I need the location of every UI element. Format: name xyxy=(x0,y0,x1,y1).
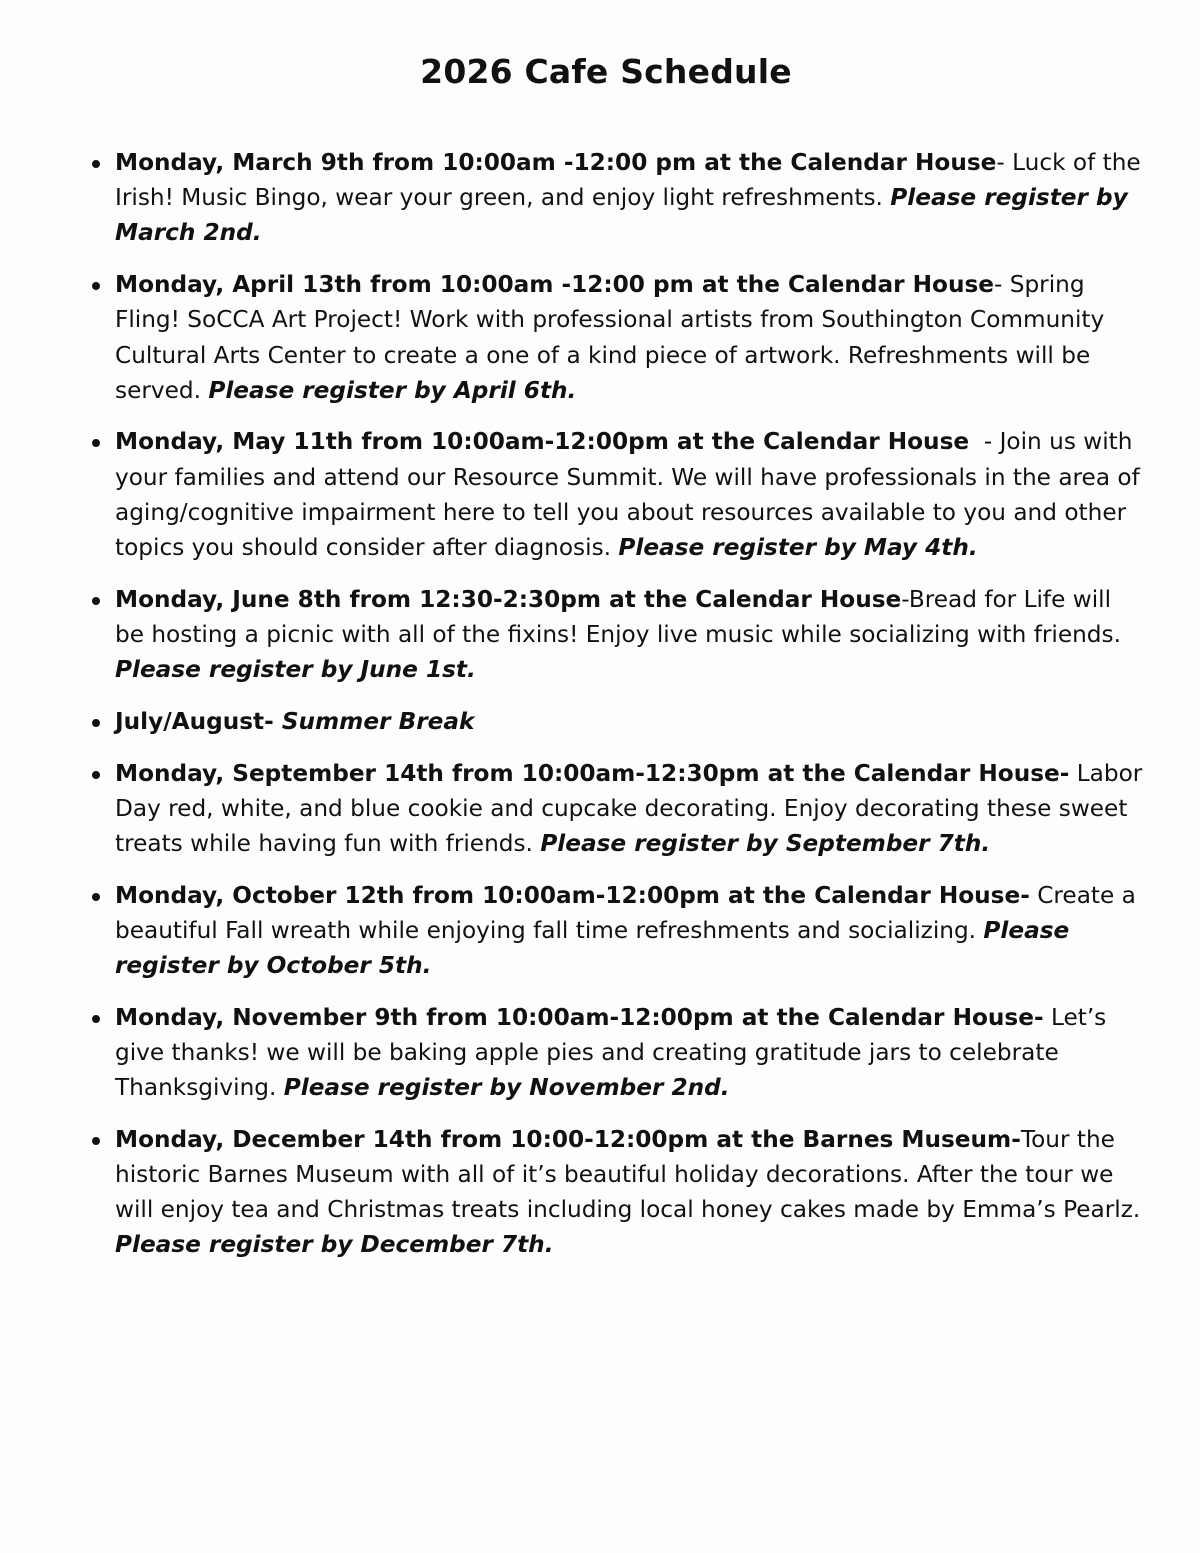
event-description: Create a beautiful Fall wreath while enjoying fall time refreshments and socializing. xyxy=(115,881,1136,944)
bullet-icon xyxy=(92,771,100,779)
event-registration-note: Please register by April 6th. xyxy=(208,376,577,404)
bullet-icon xyxy=(92,1015,100,1023)
event-date-location: Monday, November 9th from 10:00am-12:00pm at the Calendar House- xyxy=(115,1003,1044,1031)
bullet-icon xyxy=(92,1137,100,1145)
bullet-icon xyxy=(92,597,100,605)
event-list xyxy=(115,145,1148,1279)
event-description: - Join us with your families and attend our Resource Summit. We will have professionals in the area of aging/cognitive impairment here to tell you about resources available to you and other topics you should consider after diagnosis. xyxy=(115,428,1148,562)
event-description: Tour the historic Barnes Museum with all of it’s beautiful holiday decorations. After the tour we will enjoy tea and Christmas treats including local honey cakes made by Emma’s Pearlz. xyxy=(115,1125,1141,1224)
event-registration-note: Summer Break xyxy=(281,707,475,735)
event-registration-note: Please register by June 1st. xyxy=(115,656,476,684)
event-item xyxy=(115,756,1145,862)
bullet-icon xyxy=(92,282,100,290)
event-item xyxy=(115,1122,1145,1263)
bullet-icon xyxy=(92,439,100,447)
event-registration-note: Please register by May 4th. xyxy=(618,534,978,562)
event-date-location: Monday, June 8th from 12:30-2:30pm at the Calendar House xyxy=(115,585,902,613)
bullet-icon xyxy=(92,160,100,168)
event-item xyxy=(115,878,1145,984)
event-registration-note: Please register by November 2nd. xyxy=(283,1074,730,1102)
event-date-location: July/August- xyxy=(115,707,282,735)
event-registration-note: Please register by September 7th. xyxy=(540,829,991,857)
event-description: - Spring Fling! SoCCA Art Project! Work with professional artists from Southington Community Cultural Arts Center to create a one of a kind piece of artwork. Refreshments will be served. xyxy=(115,271,1105,404)
event-registration-note: Please register by December 7th. xyxy=(115,1231,554,1259)
event-description: Labor Day red, white, and blue cookie and cupcake decorating. Enjoy decorating these sweet treats while having fun with friends. xyxy=(115,759,1143,857)
bullet-icon xyxy=(92,719,100,727)
event-item xyxy=(115,704,1145,739)
event-description: Let’s give thanks! we will be baking apple pies and creating gratitude jars to celebrate Thanksgiving. xyxy=(115,1003,1107,1102)
event-item xyxy=(115,1000,1145,1106)
event-registration-note: Please register by October 5th. xyxy=(115,916,1070,980)
event-date-location: Monday, September 14th from 10:00am-12:30pm at the Calendar House- xyxy=(115,759,1070,787)
event-item xyxy=(115,267,1145,408)
event-registration-note: Please register by March 2nd. xyxy=(115,184,1128,247)
bullet-icon xyxy=(92,893,100,901)
event-date-location: Monday, April 13th from 10:00am -12:00 pm at the Calendar House xyxy=(115,271,994,299)
event-date-location: Monday, March 9th from 10:00am -12:00 pm at the Calendar House xyxy=(115,149,997,176)
event-item xyxy=(115,424,1148,565)
event-date-location: Monday, May 11th from 10:00am-12:00pm at the Calendar House xyxy=(115,428,970,456)
event-description: - Luck of the Irish! Music Bingo, wear your green, and enjoy light refreshments. xyxy=(115,149,1141,212)
page-title: 2026 Cafe Schedule xyxy=(420,52,792,91)
event-description: -Bread for Life will be hosting a picnic with all of the fixins! Enjoy live music while socializing with friends. xyxy=(115,585,1121,648)
event-item xyxy=(115,145,1145,251)
event-date-location: Monday, October 12th from 10:00am-12:00pm at the Calendar House- xyxy=(115,881,1030,909)
event-date-location: Monday, December 14th from 10:00-12:00pm at the Barnes Museum- xyxy=(115,1125,1021,1153)
event-item xyxy=(115,582,1145,688)
